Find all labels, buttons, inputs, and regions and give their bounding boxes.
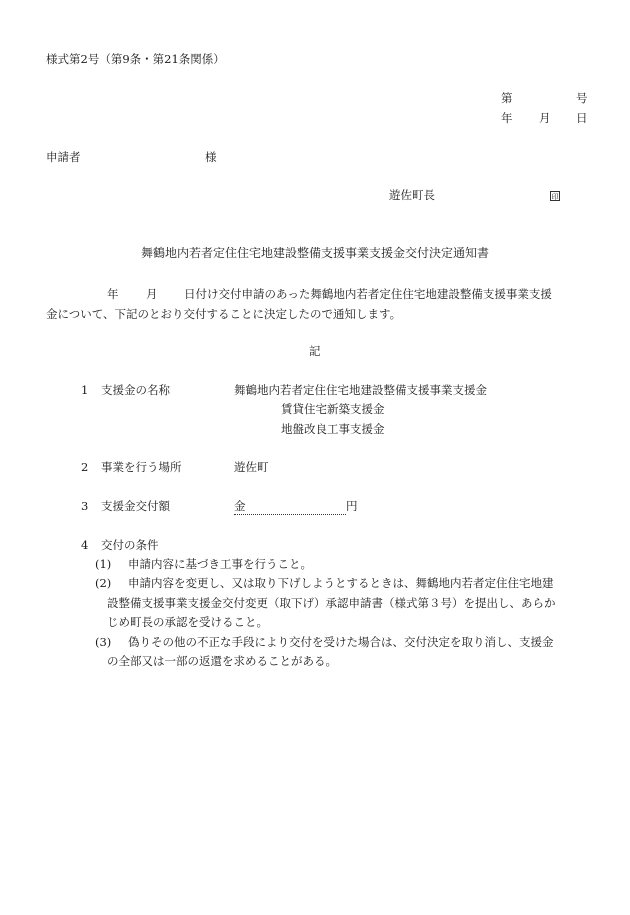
issuer-seal xyxy=(550,190,560,202)
form-label: 様式第2号（第9条・第21条関係） xyxy=(46,52,225,66)
item-label-place: 事業を行う場所 xyxy=(101,460,182,474)
support-name-main: 舞鶴地内若者定住住宅地建設整備支援事業支援金 xyxy=(234,383,487,397)
support-name-ground: 地盤改良工事支援金 xyxy=(281,422,385,436)
applicant-label: 申請者 xyxy=(46,150,81,164)
amount-field xyxy=(234,501,346,515)
condition-text: 申請内容を変更し、又は取り下げしようとするときは、舞鶴地内若者定住住宅地建 xyxy=(128,576,554,590)
condition-text: 申請内容に基づき工事を行うこと。 xyxy=(128,557,312,571)
ki-heading: 記 xyxy=(309,344,321,358)
condition-number: (3) xyxy=(95,635,112,649)
doc-number-prefix: 第 xyxy=(501,91,513,105)
support-name-rental: 賃貸住宅新築支援金 xyxy=(281,402,385,416)
condition-text: 設整備支援事業支援金交付変更（取下げ）承認申請書（様式第３号）を提出し、あらか xyxy=(107,596,556,610)
condition-text: の全部又は一部の返還を求めることがある。 xyxy=(107,654,337,668)
item-number: 2 xyxy=(81,460,89,474)
intro-line1: 日付け交付申請のあった舞鶴地内若者定住住宅地建設整備支援事業支援 xyxy=(184,287,552,301)
place-value: 遊佐町 xyxy=(234,460,269,474)
document-title: 舞鶴地内若者定住住宅地建設整備支援事業支援金交付決定通知書 xyxy=(140,246,489,260)
item-label-conditions: 交付の条件 xyxy=(101,538,159,552)
condition-text: じめ町長の承認を受けること。 xyxy=(107,615,268,629)
condition-number: (2) xyxy=(95,576,112,590)
seal-mark: 印 xyxy=(551,193,559,201)
condition-number: (1) xyxy=(95,557,112,571)
amount-suffix: 円 xyxy=(346,499,358,513)
date-day: 日 xyxy=(576,111,588,125)
item-label-amount: 支援金交付額 xyxy=(101,499,170,513)
intro-month: 月 xyxy=(146,287,158,301)
item-label-name: 支援金の名称 xyxy=(101,383,170,397)
intro-line2: 金について、下記のとおり交付することに決定したので通知します。 xyxy=(46,307,402,321)
doc-number-suffix: 号 xyxy=(576,91,588,105)
item-number: 4 xyxy=(81,538,89,552)
applicant-honorific: 様 xyxy=(205,150,217,164)
date-year: 年 xyxy=(501,111,513,125)
item-number: 3 xyxy=(81,499,89,513)
intro-year: 年 xyxy=(107,287,119,301)
item-number: 1 xyxy=(81,383,89,397)
amount-prefix: 金 xyxy=(234,499,246,513)
issuer-title: 遊佐町長 xyxy=(389,188,435,202)
condition-text: 偽りその他の不正な手段により交付を受けた場合は、交付決定を取り消し、支援金 xyxy=(128,635,554,649)
date-month: 月 xyxy=(539,111,551,125)
